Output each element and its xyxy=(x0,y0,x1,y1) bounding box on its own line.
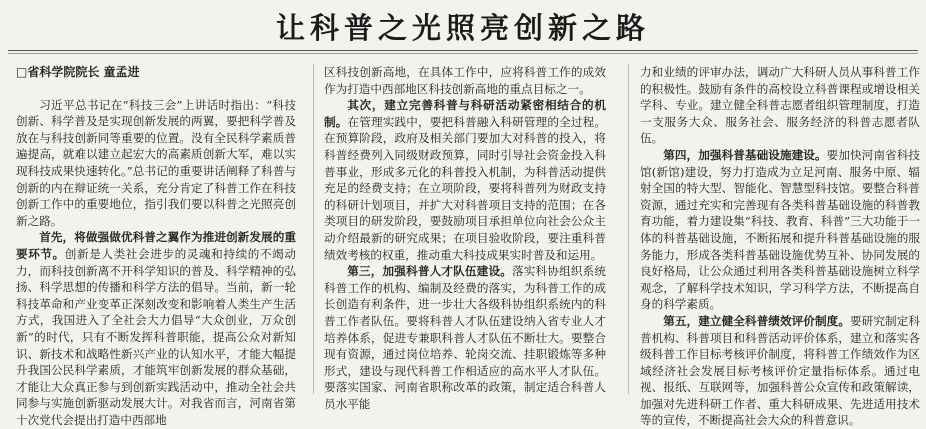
point-heading: 第三，加强科普人才队伍建设。 xyxy=(347,264,512,279)
point-heading: 第五，建立健全科普绩效评价制度。 xyxy=(663,313,850,328)
headline-rule-thin xyxy=(8,53,918,54)
point-body: 要研究制定科普机构、科普项目和科普活动评价体系，建立和落实各级科普工作目标考核评价制度，将科普工作绩效作为区域经济社会发展目标考核评价定量指标体系。通过电视、报纸、互联网等，加强科普公众宣传和政策解读，加强对先进科研工作者、重大科研成果、先进适用技术等的宣传，不断提高社会大众的科普意识。 xyxy=(640,313,920,428)
paragraph-intro: 习近平总书记在“科技三会”上讲话时指出：“科技创新、科学普及是实现创新发展的两翼，要把科学普及放在与科技创新同等重要的位置。没有全民科学素质普遍提高，就难以建立起宏大的高素质创新大军，难以实现科技成果快速转化。”总书记的重要讲话阐释了科普与创新的内在辩证统一关系，充分肯定了科普工作在科技创新工作中的重要地位，指引我们要以科普之光照亮创新之路。 xyxy=(16,97,296,228)
point-body: 落实科协组织系统科普工作的机构、编制及经费的落实，为科普工作的成长创造有利条件，进一步壮大各级科协组织系统内的科普工作者队伍。要将科普人才队伍建设纳入省专业人才培养体系，促进专兼职科普人才队伍不断壮大。要整合现有资源，通过岗位培养、轮岗交流、挂职锻炼等多种形式，建设与现代科普工作相适应的高水平人才队伍。要落实国家、河南省职称改革的政策，制定适合科普人员水平能 xyxy=(324,264,606,411)
paragraph-second-point xyxy=(324,97,606,263)
column-divider xyxy=(313,64,314,394)
paragraph-continued: 区科技创新高地，在具体工作中，应将科普工作的成效作为打造中西部地区科技创新高地的重点目标之一。 xyxy=(324,65,606,96)
paragraph-first-point xyxy=(16,229,296,428)
article-headline: 让科普之光照亮创新之路 xyxy=(275,11,650,45)
point-body: 创新是人类社会进步的灵魂和持续的不竭动力，而科技创新离不开科学知识的普及、科学精神的弘扬、科学思想的传播和科学方法的倡导。当前，新一轮科技革命和产业变革正深刻改变和影响着人类生产生活方式，我国进入了全社会大力倡导“大众创业，万众创新”的时代，只有不断发挥科普职能，提高公众对新知识、新技术和战略性新兴产业的认知水平，才能大幅提升我国公民科学素质，才能筑牢创新发展的群众基础，才能让大众真正参与到创新实践活动中，推动全社会共同参与实施创新驱动发展大计。对我省而言，河南省第十次党代会提出打造中西部地 xyxy=(16,246,296,427)
headline-rule xyxy=(8,50,918,51)
point-heading: 首先，将做强做优科普之翼作为推进创新发展的重要环节。 xyxy=(16,230,296,261)
column-divider xyxy=(628,64,629,394)
article-column-1 xyxy=(16,64,296,428)
article-column-2 xyxy=(324,64,606,412)
paragraph-fifth-point xyxy=(640,313,920,429)
paragraph-continued: 力和业绩的评审办法，调动广大科研人员从事科普工作的积极性。鼓励有条件的高校设立科普课程或增设相关学科、专业。建立健全科普志愿者组织管理制度，打造一支服务大众、服务社会、服务经济的科普志愿者队伍。 xyxy=(640,65,920,146)
author-byline: □省科学院院长 童孟进 xyxy=(16,65,140,79)
paragraph-fourth-point xyxy=(640,147,920,313)
point-body: 要加快河南省科技馆(新馆)建设，努力打造成为立足河南、服务中原、辐射全国的特大型、智能化、智慧型科技馆。要整合科普资源，通过充实和完善现有各类科普基础设施的科普教育功能，着力建设集“科技、教育、科普”三大功能于一体的科普基础设施，不断拓展和提升科普基础设施的服务能力，形成各类科普基础设施优势互补、协同发展的良好格局，让公众通过利用各类科普基础设施树立科学观念，了解科学技术知识，学习科学方法，不断提高自身的科学素质。 xyxy=(640,147,920,312)
article-column-3 xyxy=(640,64,920,429)
point-heading: 第四，加强科普基础设施建设。 xyxy=(663,147,827,162)
point-body: 在管理实践中，要把科普融入科研管理的全过程。在预算阶段，政府及相关部门要加大对科普的投入，将科普经费列入同级财政预算，同时引导社会资金投入科普事业，形成多元化的科普投入机制，为科普活动提供充足的经费支持；在立项阶段，要将科普列为财政支持的科研计划项目，并扩大对科普项目支持的范围；在各类项目的研发阶段，要鼓励项目承担单位向社会公众主动介绍最新的研究成果；在项目验收阶段，要注重科普绩效考核的权重，推动重大科技成果实时普及和运用。 xyxy=(324,114,606,262)
paragraph-third-point xyxy=(324,263,606,412)
point-heading: 其次，建立完善科普与科研活动紧密相结合的机制。 xyxy=(324,98,606,129)
